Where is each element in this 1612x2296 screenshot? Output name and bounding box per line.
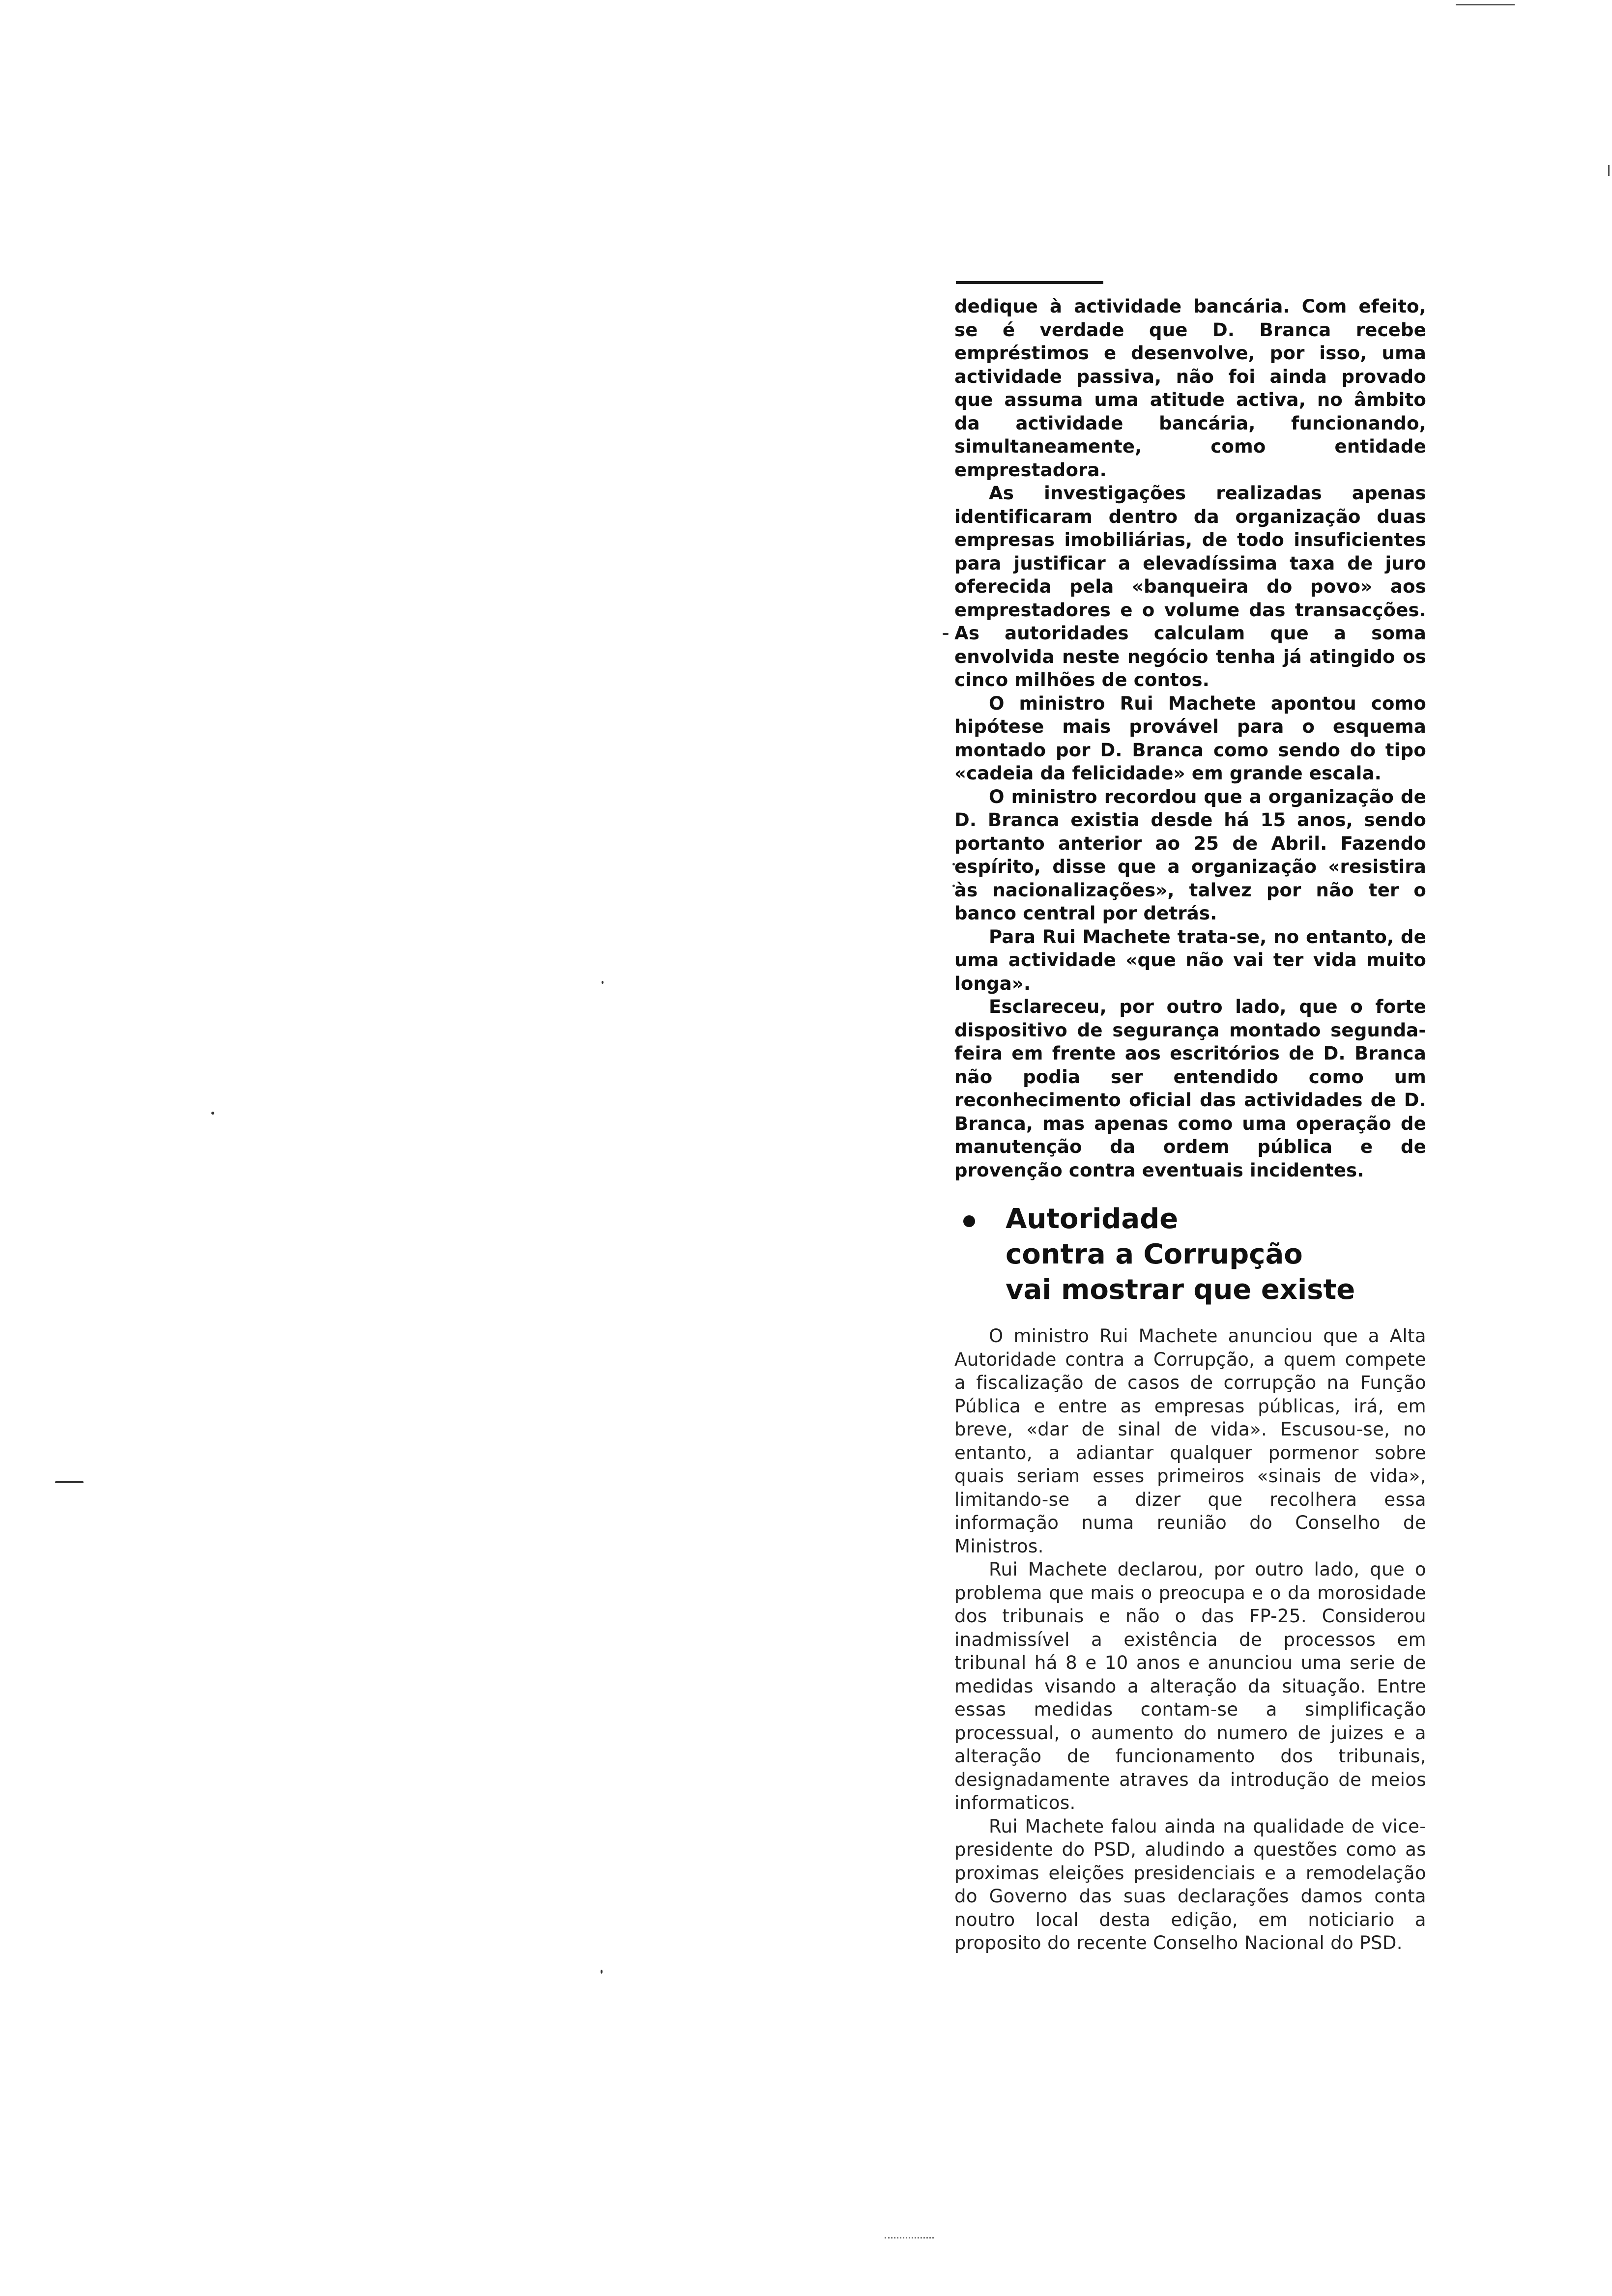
paragraph: Rui Machete declarou, por outro lado, que o problema que mais o preocupa e o da morosidade dos tribunais e não o das FP-25. Considerou inadmissível a existência de processos em tribunal há 8 e 10 anos e anunciou uma serie de medidas visando a alteração da situação. Entre essas medidas contam-se a simplificação processual, o aumento do numero de juizes e a alteração de funcionamento dos tribunais, designadamente atraves da introdução de meios informaticos. [954,1559,1426,1813]
paragraph: O ministro Rui Machete anunciou que a Alta Autoridade contra a Corrupção, a quem compete a fiscalização de casos de corrupção na Função Pública e entre as empresas públicas, irá, em breve, «dar de sinal de vida». Escusou-se, no entanto, a adiantar qualquer pormenor sobre quais seriam esses primeiros «sinais de vida», limitando-se a dizer que recolhera essa informação numa reunião do Conselho de Ministros. [954,1325,1426,1557]
paragraph: dedique à actividade bancária. Com efeito, se é verdade que D. Branca recebe empréstimos e desenvolve, por isso, uma actividade passiva, não foi ainda provado que assuma uma atitude activa, no âmbito da actividade bancária, funcionando, simultaneamente, como entidade emprestadora. [954,296,1426,481]
bullet-icon [963,1215,975,1227]
heading-line: vai mostrar que existe [1006,1274,1355,1306]
scan-corner-mark [1456,4,1515,5]
article-section-1 [954,295,1426,1182]
scan-footer-mark [885,2237,934,2240]
heading-line: Autoridade [1006,1203,1179,1235]
paragraph: O ministro recordou que a organização de D. Branca existia desde há 15 anos, sendo portanto anterior ao 25 de Abril. Fazendo espírito, disse que a organização «resistira às nacionalizações», talvez por não ter o banco central por detrás. [954,786,1426,924]
paragraph: Para Rui Machete trata-se, no entanto, de uma actividade «que não vai ter vida muito longa». [954,926,1426,994]
scan-speck [601,1970,603,1974]
scan-speck [602,981,604,984]
scan-speck [211,1112,214,1115]
scan-corner-mark [1608,165,1610,176]
column-top-rule [956,281,1103,284]
paragraph: O ministro Rui Machete apontou como hipótese mais provável para o esquema montado por D. Branca como sendo do tipo «cadeia da felicidade» em grande escala. [954,692,1426,784]
paragraph: Rui Machete falou ainda na qualidade de vice-presidente do PSD, aludindo a questões como as proximas eleições presidenciais e a remodelação do Governo das suas declarações damos conta noutro local desta edição, em noticiario a proposito do recente Conselho Nacional do PSD. [954,1815,1426,1953]
heading-line: contra a Corrupção [1006,1238,1303,1270]
section-heading [954,1202,1426,1308]
scan-speck [55,1481,84,1483]
paragraph: Esclareceu, por outro lado, que o forte dispositivo de segurança montado segunda-feira em frente aos escritórios de D. Branca não podia ser entendido como um reconhecimento oficial das actividades de D. Branca, mas apenas como uma operação de manutenção da ordem pública e de provenção contra eventuais incidentes. [954,996,1426,1181]
article-column [954,295,1426,1955]
paragraph: As investigações realizadas apenas identificaram dentro da organização duas empresas imobiliárias, de todo insuficientes para justificar a elevadíssima taxa de juro oferecida pela «banqueira do povo» aos emprestadores e o volume das transacções. As autoridades calculam que a soma envolvida neste negócio tenha já atingido os cinco milhões de contos. [954,483,1426,690]
scan-speck [943,633,949,635]
article-section-2 [954,1324,1426,1955]
